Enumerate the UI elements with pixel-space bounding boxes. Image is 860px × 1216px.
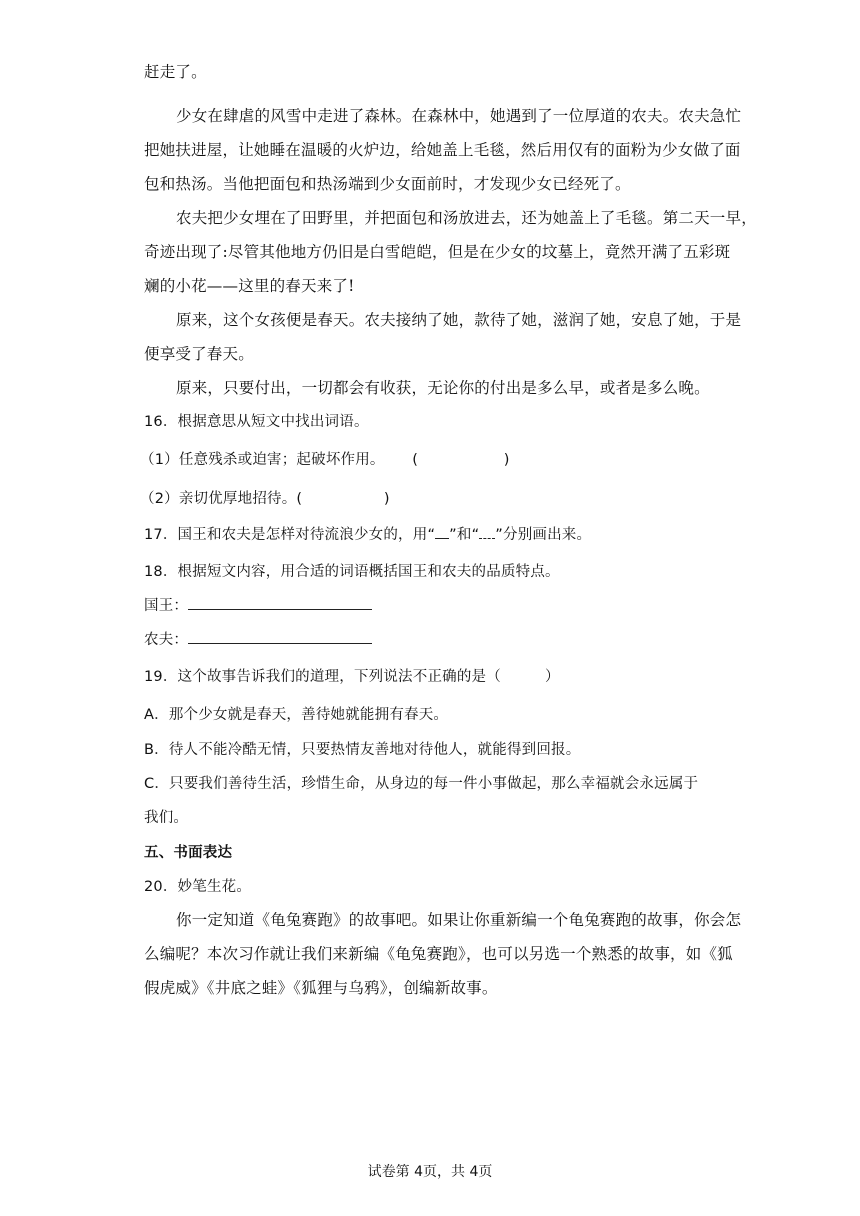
question-18-king: 国王： bbox=[144, 595, 372, 616]
passage-text: 奇迹出现了:尽管其他地方仍旧是白雪皑皑，但是在少女的坟墓上，竟然开满了五彩斑 bbox=[144, 243, 731, 261]
question-19-stem: 19．这个故事告诉我们的道理，下列说法不正确的是（ ） bbox=[144, 669, 560, 685]
question-19-option-c[interactable]: C．只要我们善待生活，珍惜生命，从身边的每一件小事做起，那么幸福就会永远属于 bbox=[144, 776, 699, 792]
passage-text: 原来，只要付出，一切都会有收获，无论你的付出是多么早，或者是多么晚。 bbox=[176, 379, 710, 397]
section-heading: 五、书面表达 bbox=[144, 845, 233, 861]
passage-text: 把她扶进屋，让她睡在温暖的火炉边，给她盖上毛毯，然后用仅有的面粉为少女做了面 bbox=[144, 141, 741, 159]
question-18-stem: 18．根据短文内容，用合适的词语概括国王和农夫的品质特点。 bbox=[144, 564, 560, 580]
question-20-body: 你一定知道《龟兔赛跑》的故事吧。如果让你重新编一个龟兔赛跑的故事，你会怎 bbox=[176, 911, 742, 929]
answer-line-farmer[interactable] bbox=[188, 629, 372, 644]
passage-text: 斓的小花——这里的春天来了! bbox=[144, 277, 355, 295]
answer-line-king[interactable] bbox=[188, 595, 372, 610]
question-16-item-1: （1）任意残杀或迫害；起破坏作用。 ( ) bbox=[140, 452, 510, 468]
question-19-option-c-cont: 我们。 bbox=[144, 810, 189, 826]
passage-text: 包和热汤。当他把面包和热汤端到少女面前时，才发现少女已经死了。 bbox=[144, 175, 631, 193]
question-18-farmer: 农夫： bbox=[144, 629, 372, 650]
passage-text: 少女在肆虐的风雪中走进了森林。在森林中，她遇到了一位厚道的农夫。农夫急忙 bbox=[176, 107, 742, 125]
question-19-option-a[interactable]: A．那个少女就是春天，善待她就能拥有春天。 bbox=[144, 707, 449, 723]
question-20-stem: 20．妙笔生花。 bbox=[144, 879, 252, 895]
question-16-item-2: （2）亲切优厚地招待。( ) bbox=[140, 491, 390, 507]
question-16-stem: 16．根据意思从短文中找出词语。 bbox=[144, 414, 369, 430]
question-20-body: 么编呢？本次习作就让我们来新编《龟兔赛跑》，也可以另选一个熟悉的故事，如《狐 bbox=[144, 945, 733, 963]
underline-mark bbox=[435, 524, 449, 539]
question-17: 17．国王和农夫是怎样对待流浪少女的，用“ ”和“ ”分别画出来。 bbox=[144, 524, 591, 545]
page-footer: 试卷第 4页，共 4页 bbox=[367, 1164, 493, 1180]
question-19-option-b[interactable]: B．待人不能冷酷无情，只要热情友善地对待他人，就能得到回报。 bbox=[144, 742, 581, 758]
question-20-body: 假虎威》《井底之蛙》《狐狸与乌鸦》，创编新故事。 bbox=[144, 979, 498, 997]
passage-text: 原来，这个女孩便是春天。农夫接纳了她，款待了她，滋润了她，安息了她，于是 bbox=[176, 311, 742, 329]
passage-text: 赶走了。 bbox=[144, 63, 207, 81]
passage-text: 农夫把少女埋在了田野里，并把面包和汤放进去，还为她盖上了毛毯。第二天一早， bbox=[176, 209, 757, 227]
dashed-underline-mark bbox=[479, 524, 495, 539]
passage-text: 便享受了春天。 bbox=[144, 345, 254, 363]
